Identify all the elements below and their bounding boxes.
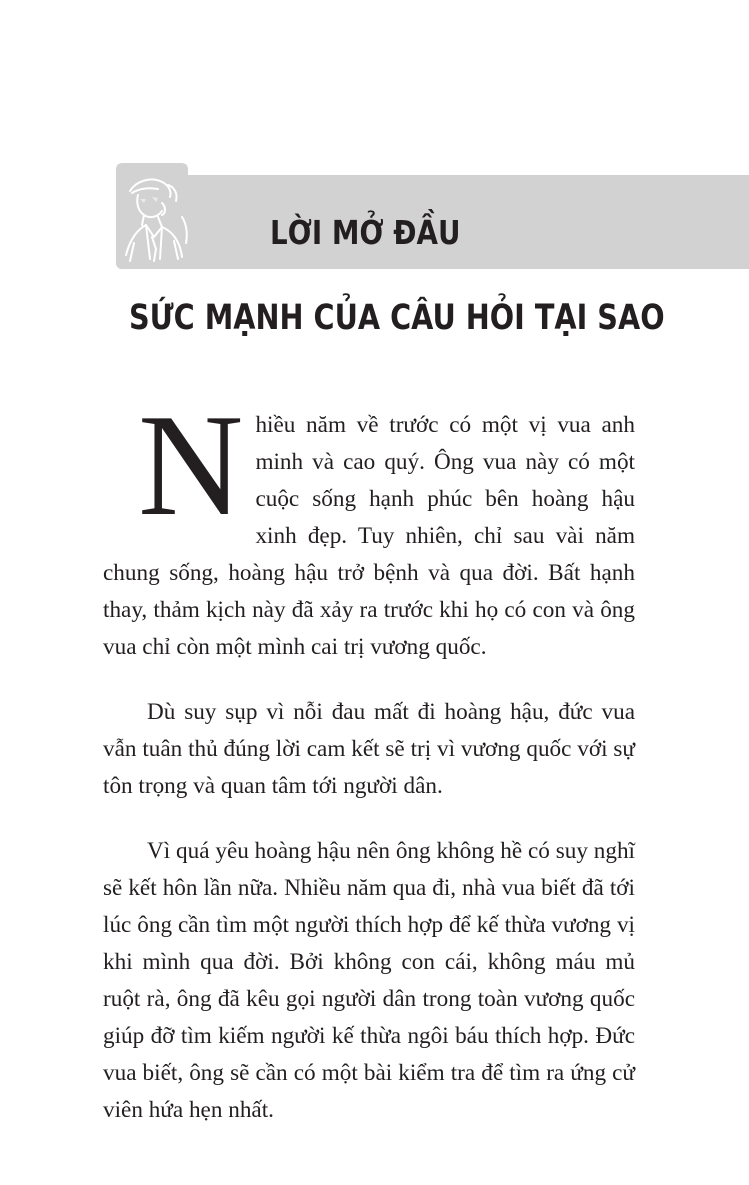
paragraph-3: Vì quá yêu hoàng hậu nên ông không hề có suy nghĩ sẽ kết hôn lần nữa. Nhiều năm qua đi, nhà vua biết đã tới lúc ông cần tìm một người thích hợp để kế thừa vương vị khi mình qua đời. Bởi không con cái, không máu mủ ruột rà, ông đã kêu gọi người dân trong toàn vương quốc giúp đỡ tìm kiếm người kế thừa ngôi báu thích hợp. Đức vua biết, ông sẽ cần có một bài kiểm tra để tìm ra ứng cử viên hứa hẹn nhất. <box>103 838 635 1123</box>
paragraph-1 <box>103 384 635 666</box>
sketched-man-portrait-icon <box>116 163 206 269</box>
chapter-label: LỜI MỞ ĐẦU <box>270 213 461 252</box>
paragraph-2: Dù suy sụp vì nỗi đau mất đi hoàng hậu, đức vua vẫn tuân thủ đúng lời cam kết sẽ trị vì vương quốc với sự tôn trọng và quan tâm tới người dân. <box>103 699 635 799</box>
chapter-body <box>103 384 635 1129</box>
paragraph-1-text: hiều năm về trước có một vị vua anh minh và cao quý. Ông vua này có một cuộc sống hạnh phúc bên hoàng hậu xinh đẹp. Tuy nhiên, chỉ sau vài năm chung sống, hoàng hậu trở bệnh và qua đời. Bất hạnh thay, thảm kịch này đã xảy ra trước khi họ có con và ông vua chỉ còn một mình cai trị vương quốc. <box>103 412 635 660</box>
drop-cap: N <box>138 384 244 546</box>
chapter-title: SỨC MẠNH CỦA CÂU HỎI TẠI SAO <box>129 298 665 338</box>
chapter-banner <box>116 163 749 269</box>
